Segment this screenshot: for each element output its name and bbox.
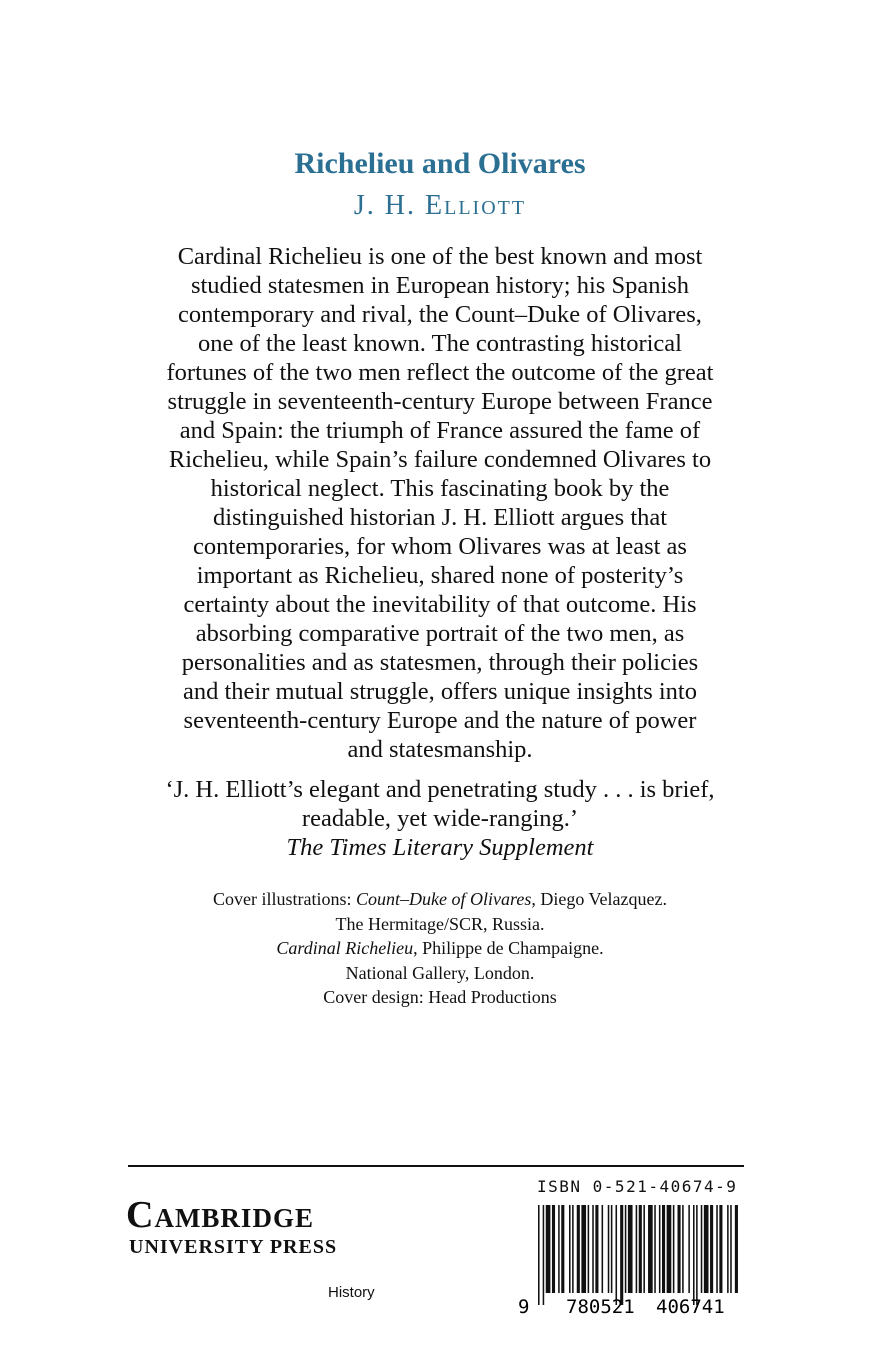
barcode-bar <box>688 1205 690 1293</box>
barcode-bar <box>643 1205 645 1293</box>
barcode-bar <box>648 1205 653 1293</box>
barcode-bar <box>569 1205 571 1293</box>
barcode-bar <box>730 1205 732 1293</box>
barcode-digits-right: 406741 <box>656 1296 725 1315</box>
barcode-bar <box>662 1205 665 1293</box>
review-quote <box>125 775 755 862</box>
blurb-line: Cardinal Richelieu is one of the best known and most <box>177 243 703 270</box>
barcode-bar <box>696 1205 698 1305</box>
credit-line-3: Cardinal Richelieu, Philippe de Champaigne. <box>276 938 604 958</box>
blurb-line: personalities and as statesmen, through their policies <box>181 649 699 676</box>
blurb-line: Richelieu, while Spain’s failure condemned Olivares to <box>168 446 712 473</box>
barcode-bar <box>592 1205 594 1293</box>
blurb-line: studied statesmen in European history; his Spanish <box>190 272 690 299</box>
blurb-line: historical neglect. This fascinating book by the <box>210 475 670 502</box>
review-source: The Times Literary Supplement <box>286 834 594 861</box>
barcode-bar <box>608 1205 610 1293</box>
barcode <box>514 1205 744 1315</box>
blurb-line: fortunes of the two men reflect the outcome of the great <box>166 359 714 386</box>
blurb-line: important as Richelieu, shared none of posterity’s <box>196 562 684 589</box>
barcode-bar <box>581 1205 586 1293</box>
review-line-1: ‘J. H. Elliott’s elegant and penetrating study . . . is brief, <box>165 776 715 803</box>
blurb-line: distinguished historian J. H. Elliott argues that <box>212 504 668 531</box>
barcode-bar <box>595 1205 598 1293</box>
blurb <box>125 242 755 764</box>
barcode-bar <box>636 1205 638 1293</box>
barcode-bar <box>625 1205 627 1293</box>
credit-line-4: National Gallery, London. <box>345 962 535 983</box>
barcode-bar <box>716 1205 718 1293</box>
barcode-bar <box>588 1205 590 1293</box>
review-line-2: readable, yet wide-ranging.’ <box>301 805 579 832</box>
barcode-bar <box>735 1205 738 1293</box>
barcode-bar <box>538 1205 540 1305</box>
blurb-line: contemporaries, for whom Olivares was at least as <box>193 533 687 560</box>
barcode-digits-left: 780521 <box>566 1296 635 1315</box>
barcode-bar <box>682 1205 684 1293</box>
barcode-bar <box>659 1205 661 1293</box>
barcode-bar <box>546 1205 551 1293</box>
publisher-name: Cambridge <box>126 1194 314 1236</box>
barcode-bar <box>701 1205 703 1293</box>
blurb-line: and statesmanship. <box>347 736 533 763</box>
blurb-line: certainty about the inevitability of that outcome. His <box>183 591 697 618</box>
barcode-bar <box>678 1205 681 1293</box>
barcode-bar <box>704 1205 709 1293</box>
barcode-bar <box>719 1205 722 1293</box>
barcode-bar <box>628 1205 633 1293</box>
barcode-bar <box>727 1205 729 1293</box>
barcode-bar <box>654 1205 656 1293</box>
isbn-label: ISBN 0-521-40674-9 <box>537 1177 738 1196</box>
barcode-bar <box>667 1205 672 1293</box>
blurb-line: contemporary and rival, the Count–Duke of Olivares, <box>178 301 702 328</box>
book-title: Richelieu and Olivares <box>294 147 586 180</box>
blurb-line: one of the least known. The contrasting historical <box>198 330 682 357</box>
publisher-subtitle: UNIVERSITY PRESS <box>129 1236 338 1258</box>
book-author: J. H. Elliott <box>353 190 527 221</box>
barcode-bar <box>710 1205 713 1293</box>
barcode-bar <box>543 1205 545 1305</box>
footer-divider <box>128 1165 744 1167</box>
barcode-bar <box>693 1205 695 1305</box>
blurb-line: seventeenth-century Europe and the nature of power <box>183 707 697 734</box>
credit-line-1: Cover illustrations: Count–Duke of Olivares, Diego Velazquez. <box>213 889 667 909</box>
barcode-bar <box>577 1205 580 1293</box>
barcode-bar <box>620 1205 623 1305</box>
blurb-line: and Spain: the triumph of France assured the fame of <box>179 417 701 444</box>
barcode-bar <box>572 1205 574 1293</box>
barcode-bar <box>602 1205 604 1293</box>
barcode-bar <box>673 1205 675 1293</box>
subject-label: History <box>328 1284 375 1301</box>
barcode-bar <box>616 1205 618 1305</box>
cover-credits <box>130 887 750 1010</box>
barcode-bar <box>552 1205 555 1293</box>
credit-line-5: Cover design: Head Productions <box>323 987 557 1007</box>
barcode-bar <box>639 1205 642 1293</box>
barcode-bar <box>558 1205 560 1293</box>
barcode-bars <box>538 1205 738 1305</box>
blurb-line: and their mutual struggle, offers unique insights into <box>183 678 697 705</box>
blurb-line: struggle in seventeenth-century Europe between France <box>167 388 713 415</box>
barcode-bar <box>611 1205 613 1293</box>
barcode-bar <box>561 1205 564 1293</box>
credit-line-2: The Hermitage/SCR, Russia. <box>335 913 545 934</box>
blurb-line: absorbing comparative portrait of the two men, as <box>195 620 685 647</box>
barcode-digit-first: 9 <box>518 1296 530 1315</box>
